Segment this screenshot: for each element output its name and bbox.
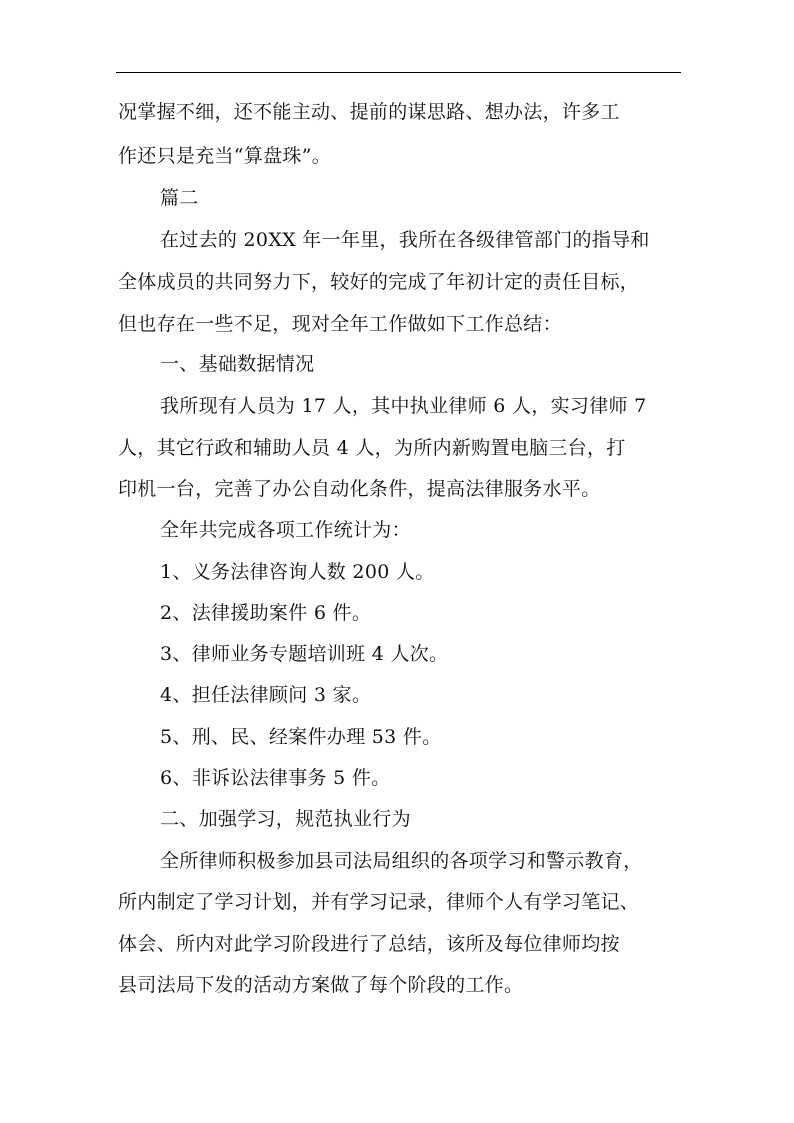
list-item: 3、律师业务专题培训班 4 人次。 xyxy=(160,643,449,665)
body-line: 但也存在一些不足，现对全年工作做如下工作总结： xyxy=(118,313,562,335)
list-item: 4、担任法律顾问 3 家。 xyxy=(160,684,372,706)
body-line: 印机一台，完善了办公自动化条件，提高法律服务水平。 xyxy=(118,478,601,500)
body-line: 作还只是充当“算盘珠”。 xyxy=(118,145,332,167)
body-line: 况掌握不细，还不能主动、提前的谋思路、想办法，许多工 xyxy=(118,101,620,123)
body-line: 全所律师积极参加县司法局组织的各项学习和警示教育， xyxy=(160,850,643,872)
body-line: 体会、所内对此学习阶段进行了总结，该所及每位律师均按 xyxy=(118,933,620,955)
header-rule xyxy=(116,72,681,73)
body-line: 我所现有人员为 17 人，其中执业律师 6 人，实习律师 7 xyxy=(160,395,647,417)
section-heading: 篇二 xyxy=(160,187,199,209)
body-line: 所内制定了学习计划，并有学习记录，律师个人有学习笔记、 xyxy=(118,891,640,913)
list-item: 1、义务法律咨询人数 200 人。 xyxy=(160,561,435,583)
body-line: 人，其它行政和辅助人员 4 人，为所内新购置电脑三台，打 xyxy=(118,437,626,459)
body-line: 全年共完成各项工作统计为： xyxy=(160,519,411,541)
body-line: 全体成员的共同努力下，较好的完成了年初计定的责任目标， xyxy=(118,271,640,293)
body-line: 在过去的 20XX 年一年里，我所在各级律管部门的指导和 xyxy=(160,229,650,251)
section-heading: 二、加强学习，规范执业行为 xyxy=(160,808,411,830)
section-heading: 一、基础数据情况 xyxy=(160,353,315,375)
body-line: 县司法局下发的活动方案做了每个阶段的工作。 xyxy=(118,974,524,996)
list-item: 5、刑、民、经案件办理 53 件。 xyxy=(160,726,442,748)
list-item: 2、法律援助案件 6 件。 xyxy=(160,602,372,624)
list-item: 6、非诉讼法律事务 5 件。 xyxy=(160,767,391,789)
